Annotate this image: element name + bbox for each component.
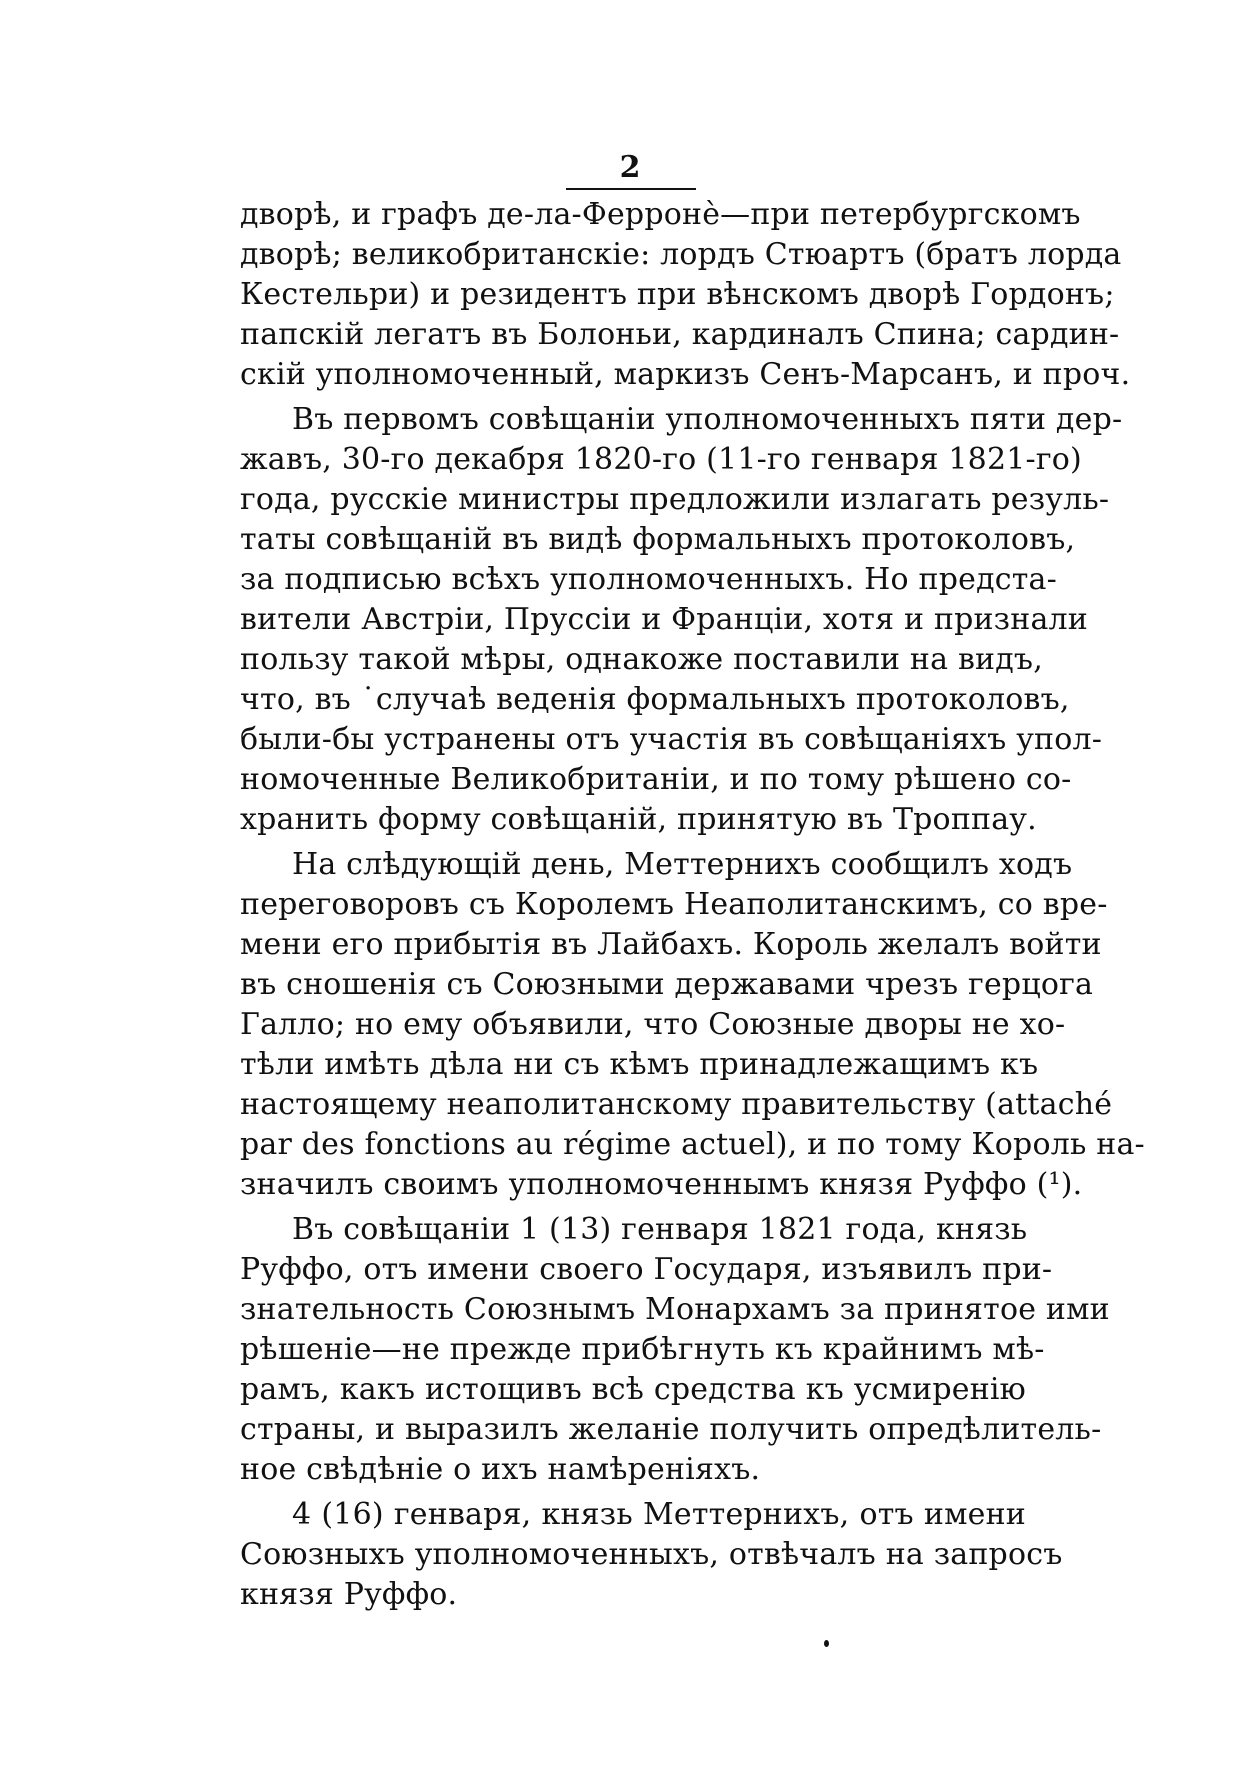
text-line: Въ первомъ совѣщаніи уполномоченныхъ пяти дер- [292, 402, 1123, 437]
page-number: 2 [619, 150, 641, 185]
print-speck [824, 1640, 829, 1647]
text-line: таты совѣщаній въ видѣ формальныхъ протоколовъ, [240, 522, 1076, 557]
text-line: настоящему неаполитанскому правительству (attaché [240, 1087, 1113, 1122]
text-line: дворѣ, и графъ де-ла-Ферронѐ—при петербургскомъ [240, 197, 1081, 232]
text-line: вители Австріи, Пруссіи и Франціи, хотя и признали [240, 602, 1088, 637]
paragraph-5 [240, 1495, 1063, 1615]
text-line: страны, и выразилъ желаніе получить опредѣлитель- [240, 1412, 1102, 1447]
text-line: мени его прибытія въ Лайбахъ. Король желалъ войти [240, 927, 1102, 962]
text-line: переговоровъ съ Королемъ Неаполитанскимъ, со вре- [240, 887, 1108, 922]
text-line: папскій легатъ въ Болоньи, кардиналъ Спина; сардин- [240, 317, 1120, 352]
text-line: Руффо, отъ имени своего Государя, изъявилъ при- [240, 1252, 1053, 1287]
paragraph-2 [240, 400, 1123, 840]
text-line: дворѣ; великобританскіе: лордъ Стюартъ (братъ лорда [240, 237, 1122, 272]
paragraph-3 [240, 845, 1145, 1205]
text-line: рамъ, какъ истощивъ всѣ средства къ усмиренію [240, 1372, 1026, 1407]
text-line: номоченные Великобританіи, и по тому рѣшено со- [240, 762, 1072, 797]
text-line: Кестельри) и резидентъ при вѣнскомъ дворѣ Гордонъ; [240, 277, 1115, 312]
text-line: знательность Союзнымъ Монархамъ за принятое ими [240, 1292, 1110, 1327]
text-line: что, въ ˙случаѣ веденія формальныхъ протоколовъ, [240, 682, 1070, 717]
text-line: Въ совѣщаніи 1 (13) генваря 1821 года, князь [292, 1212, 1028, 1247]
text-line: князя Руффо. [240, 1577, 458, 1612]
paragraph-4 [240, 1210, 1110, 1490]
text-line: значилъ своимъ уполномоченнымъ князя Руффо (¹). [240, 1167, 1083, 1202]
text-line: за подписью всѣхъ уполномоченныхъ. Но предста- [240, 562, 1057, 597]
text-line: скій уполномоченный, маркизъ Сенъ-Марсанъ, и проч. [240, 357, 1131, 392]
text-line: жавъ, 30-го декабря 1820-го (11-го генваря 1821-го) [240, 442, 1082, 477]
text-line: были-бы устранены отъ участія въ совѣщаніяхъ упол- [240, 722, 1103, 757]
text-line: ное свѣдѣніе о ихъ намѣреніяхъ. [240, 1452, 761, 1487]
body-text [240, 195, 1145, 1615]
text-line: Галло; но ему объявили, что Союзные дворы не хо- [240, 1007, 1066, 1042]
text-line: par des fonctions au régime actuel), и по тому Король на- [240, 1127, 1145, 1162]
page-number-rule [566, 188, 696, 190]
text-line: тѣли имѣть дѣла ни съ кѣмъ принадлежащимъ къ [240, 1047, 1039, 1082]
text-line: рѣшеніе—не прежде прибѣгнуть къ крайнимъ мѣ- [240, 1332, 1045, 1367]
text-line: На слѣдующій день, Меттернихъ сообщилъ ходъ [292, 847, 1073, 882]
text-line: хранить форму совѣщаній, принятую въ Троппау. [240, 802, 1037, 837]
text-line: въ сношенія съ Союзными державами чрезъ герцога [240, 967, 1094, 1002]
paragraph-1 [240, 195, 1131, 395]
text-line: пользу такой мѣры, однакоже поставили на видъ, [240, 642, 1043, 677]
text-line: Союзныхъ уполномоченныхъ, отвѣчалъ на запросъ [240, 1537, 1063, 1572]
text-line: года, русскіе министры предложили излагать резуль- [240, 482, 1110, 517]
text-line: 4 (16) генваря, князь Меттернихъ, отъ имени [292, 1497, 1026, 1532]
